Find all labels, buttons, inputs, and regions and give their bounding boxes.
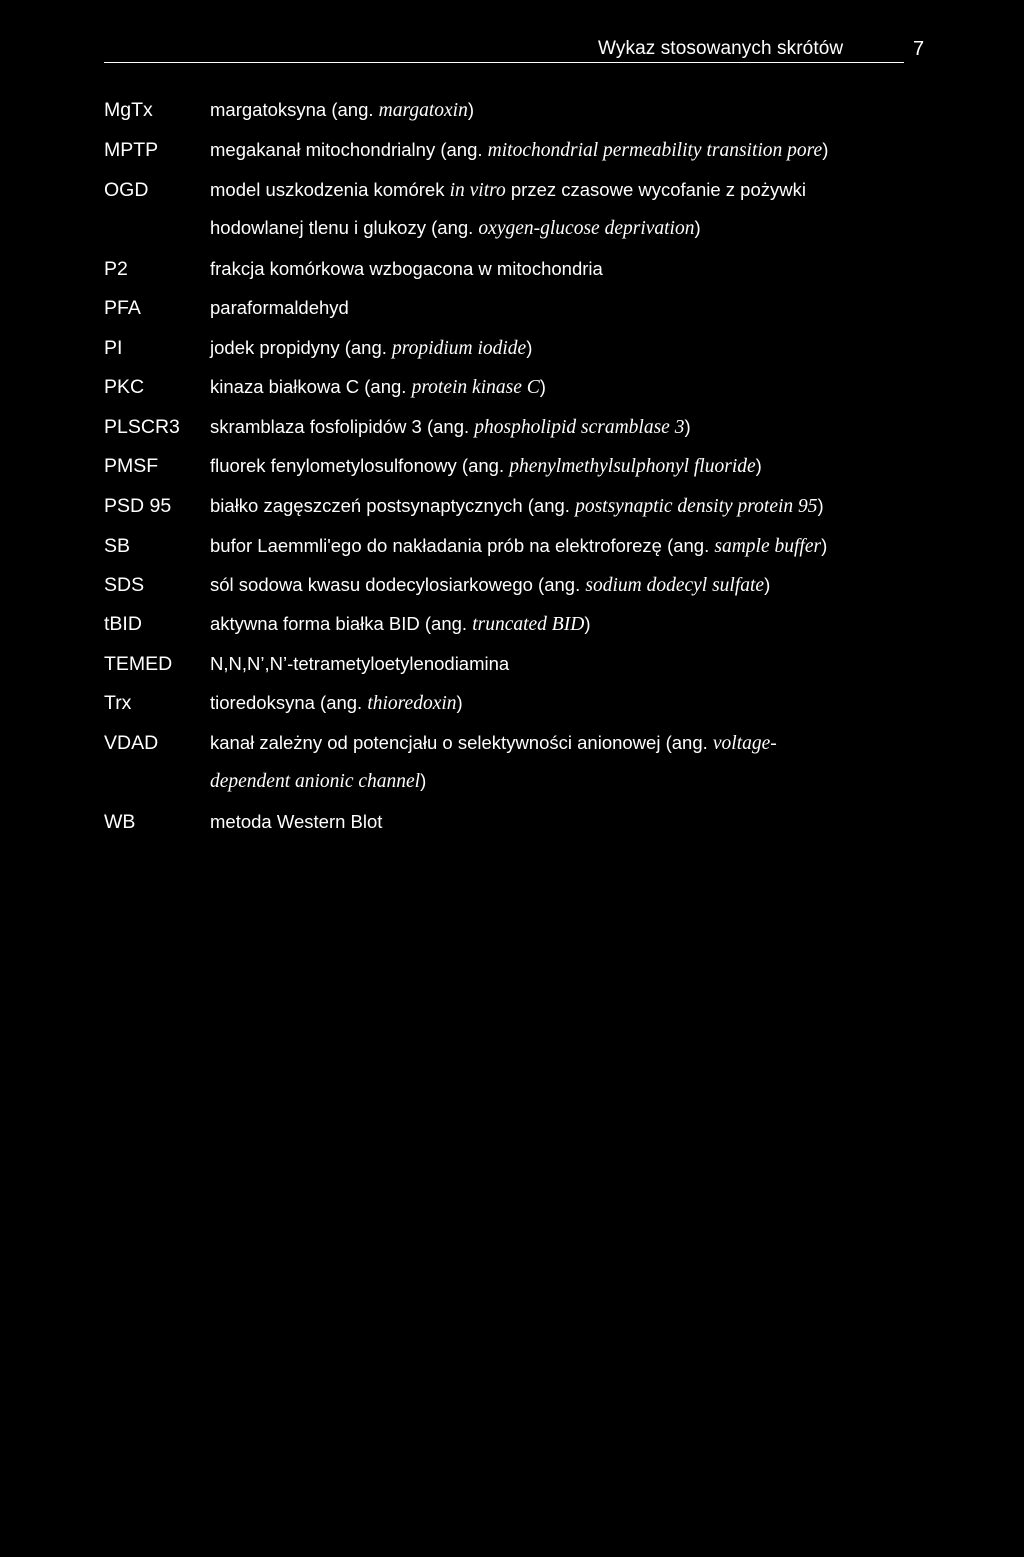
definition: frakcja komórkowa wzbogacona w mitochondria — [210, 258, 603, 279]
abbreviation-row — [0, 692, 1024, 732]
abbreviation: SDS — [104, 574, 145, 596]
abbreviation: PSD 95 — [104, 495, 172, 517]
header-rule — [104, 62, 904, 63]
definition: tioredoksyna (ang. thioredoxin) — [210, 692, 463, 714]
abbreviation: Trx — [104, 692, 132, 714]
definition-continuation: dependent anionic channel) — [210, 770, 427, 792]
abbreviation: PFA — [104, 297, 141, 319]
abbreviation: VDAD — [104, 732, 159, 754]
abbreviation: PMSF — [104, 455, 159, 477]
definition: białko zagęszczeń postsynaptycznych (ang. postsynaptic density protein 95) — [210, 495, 824, 517]
definition: bufor Laemmli'ego do nakładania prób na elektroforezę (ang. sample buffer) — [210, 535, 828, 557]
abbreviation-row — [0, 811, 1024, 851]
page-number: 7 — [913, 38, 925, 60]
definition: margatoksyna (ang. margatoxin) — [210, 99, 475, 121]
definition: aktywna forma białka BID (ang. truncated BID) — [210, 613, 591, 635]
definition: N,N,N’,N’-tetrametyloetylenodiamina — [210, 653, 510, 674]
abbreviation-row — [0, 258, 1024, 298]
abbreviation-row — [0, 535, 1024, 575]
definition: jodek propidyny (ang. propidium iodide) — [210, 337, 533, 359]
definition: fluorek fenylometylosulfonowy (ang. phenylmethylsulphonyl fluoride) — [210, 455, 762, 477]
abbreviation: OGD — [104, 179, 149, 201]
abbreviation: TEMED — [104, 653, 173, 675]
abbreviation: PI — [104, 337, 123, 359]
abbreviation: PKC — [104, 376, 145, 398]
definition: metoda Western Blot — [210, 811, 383, 832]
abbreviation-row — [0, 653, 1024, 693]
abbreviation-row — [0, 732, 1024, 792]
definition: kanał zależny od potencjału o selektywności anionowej (ang. voltage- — [210, 732, 777, 754]
abbreviation: MgTx — [104, 99, 153, 121]
abbreviation-row — [0, 99, 1024, 139]
abbreviation-row — [0, 376, 1024, 416]
running-header-title: Wykaz stosowanych skrótów — [598, 38, 844, 59]
abbreviation-row — [0, 337, 1024, 377]
abbreviation-row — [0, 139, 1024, 179]
definition: model uszkodzenia komórek in vitro przez czasowe wycofanie z pożywki — [210, 179, 806, 201]
abbreviation-row — [0, 179, 1024, 239]
abbreviation-row — [0, 574, 1024, 614]
definition: paraformaldehyd — [210, 297, 349, 318]
abbreviation: WB — [104, 811, 136, 833]
abbreviation: P2 — [104, 258, 128, 280]
definition: skramblaza fosfolipidów 3 (ang. phospholipid scramblase 3) — [210, 416, 691, 438]
abbreviation: SB — [104, 535, 131, 557]
abbreviation-row — [0, 297, 1024, 337]
abbreviation-row — [0, 416, 1024, 456]
definition: kinaza białkowa C (ang. protein kinase C) — [210, 376, 546, 398]
abbreviation: tBID — [104, 613, 142, 635]
abbreviation: MPTP — [104, 139, 159, 161]
abbreviation-row — [0, 613, 1024, 653]
abbreviation-row — [0, 455, 1024, 495]
definition-continuation: hodowlanej tlenu i glukozy (ang. oxygen-glucose deprivation) — [210, 217, 701, 239]
abbreviation: PLSCR3 — [104, 416, 180, 438]
abbreviation-row — [0, 495, 1024, 535]
definition: megakanał mitochondrialny (ang. mitochondrial permeability transition pore) — [210, 139, 829, 161]
definition: sól sodowa kwasu dodecylosiarkowego (ang. sodium dodecyl sulfate) — [210, 574, 771, 596]
